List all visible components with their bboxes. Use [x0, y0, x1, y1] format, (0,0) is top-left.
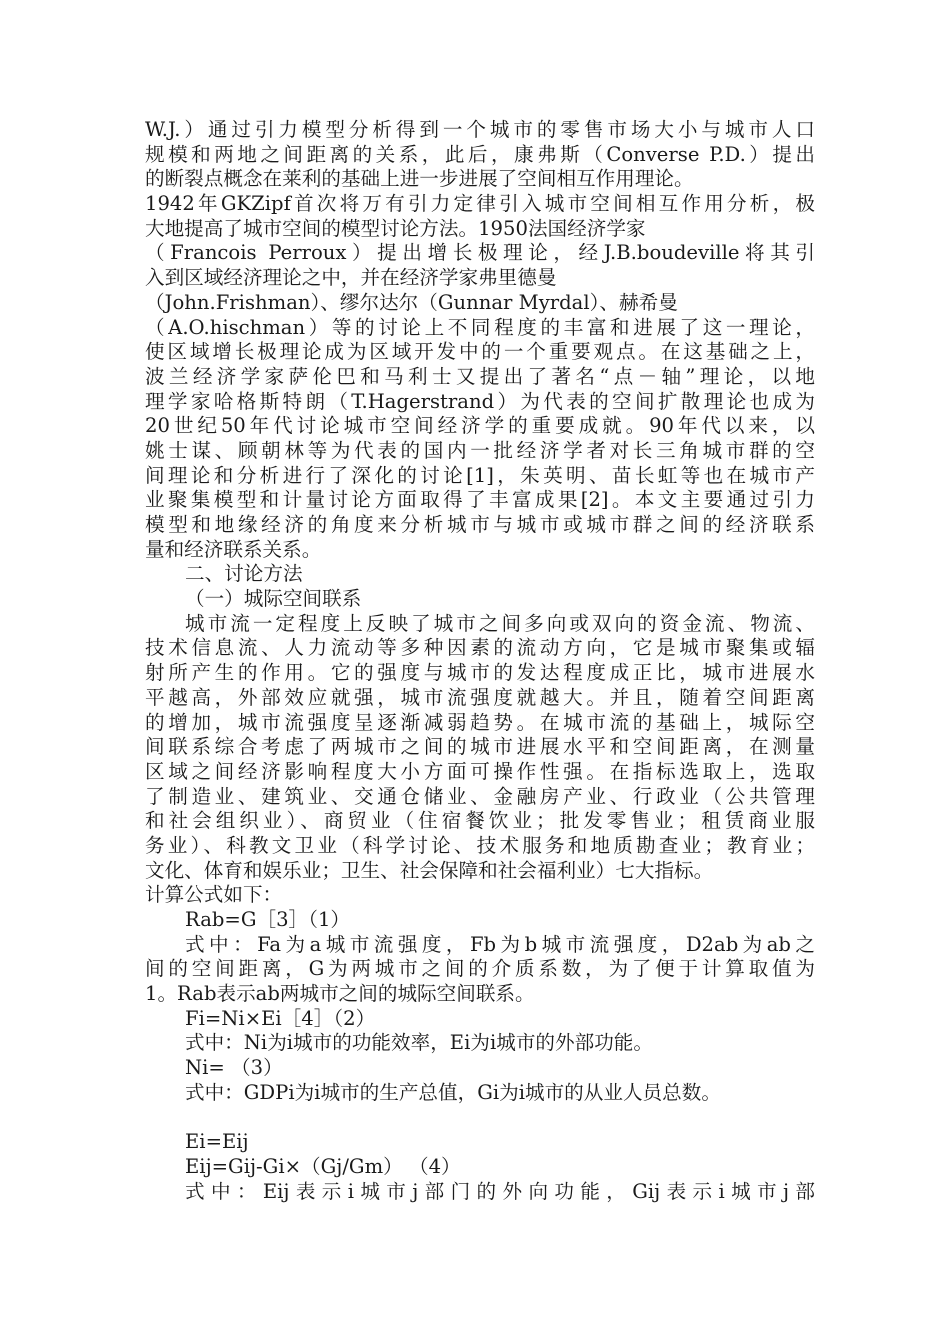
text-line: 业聚集模型和计量讨论方面取得了丰富成果[2]。本文主要通过引力: [145, 488, 815, 512]
subsection-heading: （一）城际空间联系: [185, 587, 362, 611]
text-line: 入到区域经济理论之中，并在经济学家弗里德曼: [145, 266, 557, 290]
formula-2: Fi=Ni×Ei［4］（2）: [185, 1006, 376, 1030]
text-line: 平越高，外部效应就强，城市流强度就越大。并且，随着空间距离: [145, 685, 815, 709]
text-line: 1942年GKZipf首次将万有引力定律引入城市空间相互作用分析，极: [145, 192, 815, 216]
text-line: 量和经济联系关系。: [145, 537, 322, 561]
text-line: 式中：GDPi为i城市的生产总值，Gi为i城市的从业人员总数。: [185, 1080, 721, 1104]
text-line: （John.Frishman）、缪尔达尔（Gunnar Myrdal）、赫希曼: [145, 290, 678, 314]
text-line: 计算公式如下：: [145, 883, 283, 907]
text-line: 模型和地缘经济的角度来分析城市与城市或城市群之间的经济联系: [145, 513, 815, 536]
text-line: 理学家哈格斯特朗（T.Hagerstrand）为代表的空间扩散理论也成为: [145, 389, 815, 413]
text-line: 使区域增长极理论成为区域开发中的一个重要观点。在这基础之上，: [145, 340, 815, 364]
formula-1: Rab=G［3］（1）: [185, 908, 351, 931]
text-line: 式中：Ni为i城市的功能效率，Ei为i城市的外部功能。: [185, 1031, 653, 1055]
text-line: 20世纪50年代讨论城市空间经济学的重要成就。90年代以来，以: [145, 414, 815, 438]
text-line: 文化、体育和娱乐业；卫生、社会保障和社会福利业）七大指标。: [145, 858, 714, 882]
text-line: 式中：Eij表示i城市j部门的外向功能，Gij表示i城市j部: [185, 1179, 815, 1203]
text-line: 城市流一定程度上反映了城市之间多向或双向的资金流、物流、: [185, 611, 815, 635]
formula-5: Eij=Gij-Gi×（Gj/Gm） （4）: [185, 1154, 461, 1178]
formula-3: Ni= （3）: [185, 1056, 283, 1080]
formula-4: Ei=Eij: [185, 1130, 249, 1154]
text-line: 的断裂点概念在莱利的基础上进一步进展了空间相互作用理论。: [145, 167, 694, 191]
text-line: 间联系综合考虑了两城市之间的城市进展水平和空间距离，在测量: [145, 735, 815, 759]
text-line: 姚士谋、顾朝林等为代表的国内一批经济学者对长三角城市群的空: [145, 438, 815, 462]
text-line: 大地提高了城市空间的模型讨论方法。1950法国经济学家: [145, 216, 646, 240]
section-heading: 二、讨论方法: [185, 562, 303, 586]
text-line: 和社会组织业）、商贸业（住宿餐饮业；批发零售业；租赁商业服: [145, 809, 815, 833]
text-line: 区域之间经济影响程度大小方面可操作性强。在指标选取上，选取: [145, 759, 815, 783]
text-line: 1。Rab表示ab两城市之间的城际空间联系。: [145, 982, 535, 1006]
text-line: 务业）、科教文卫业（科学讨论、技术服务和地质勘查业；教育业；: [145, 833, 815, 857]
body-text: [145, 118, 815, 1204]
text-line: 式中：Fa为a城市流强度，Fb为b城市流强度，D2ab为ab之: [185, 932, 815, 956]
text-line: 射所产生的作用。它的强度与城市的发达程度成正比，城市进展水: [145, 661, 815, 685]
text-line: 规模和两地之间距离的关系，此后，康弗斯（Converse P.D.）提出: [145, 142, 815, 166]
text-line: 波兰经济学家萨伦巴和马利士又提出了著名“点－轴”理论，以地: [145, 364, 815, 388]
text-line: （A.O.hischman）等的讨论上不同程度的丰富和进展了这一理论，: [145, 315, 815, 339]
text-line: 了制造业、建筑业、交通仓储业、金融房产业、行政业（公共管理: [145, 784, 815, 808]
text-line: 间的空间距离，G为两城市之间的介质系数，为了便于计算取值为: [145, 957, 815, 981]
text-line: 间理论和分析进行了深化的讨论[1]，朱英明、苗长虹等也在城市产: [145, 463, 815, 487]
text-line: 技术信息流、人力流动等多种因素的流动方向，它是城市聚集或辐: [145, 636, 815, 660]
text-line: 的增加，城市流强度呈逐渐减弱趋势。在城市流的基础上，城际空: [145, 710, 815, 734]
text-line: W.J.）通过引力模型分析得到一个城市的零售市场大小与城市人口: [145, 118, 815, 141]
text-line: （Francois Perroux）提出增长极理论，经J.B.boudeville将其引: [145, 241, 815, 265]
blank-line: [145, 1106, 815, 1131]
